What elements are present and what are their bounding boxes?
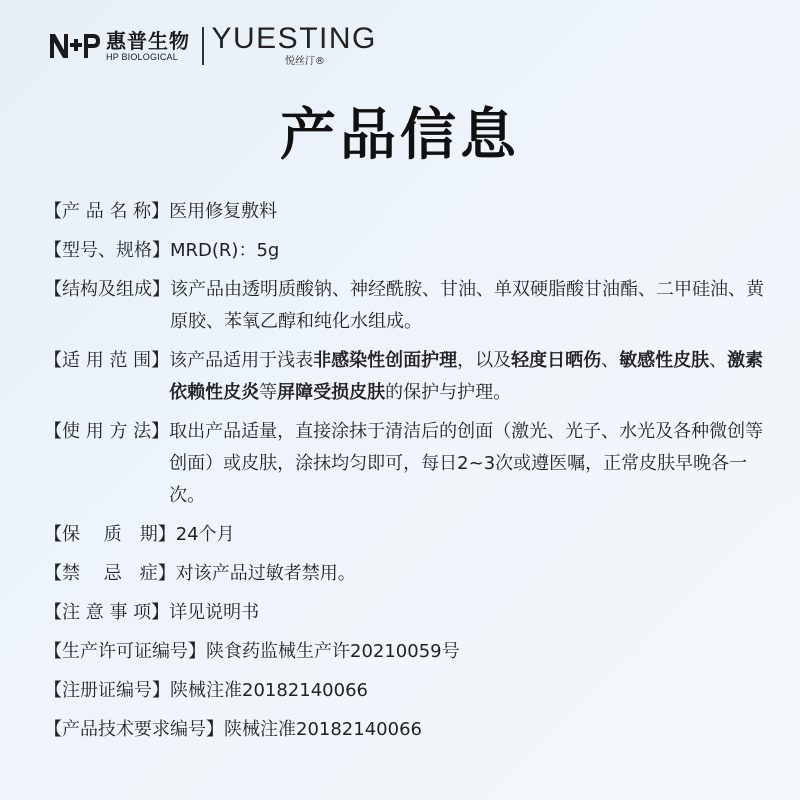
hp-logo-icon xyxy=(48,30,102,62)
brand-name-en: YUESTING xyxy=(211,22,377,55)
info-row xyxy=(44,675,764,707)
info-value: 该产品由透明质酸钠、神经酰胺、甘油、单双硬脂酸甘油酯、二甲硅油、黄原胶、苯氧乙醇和纯化水组成。 xyxy=(170,279,764,332)
info-value: 陕械注准20182140066 xyxy=(170,680,368,701)
info-value: 详见说明书 xyxy=(169,602,260,623)
info-row xyxy=(44,196,764,228)
info-label: 【生产许可证编号】 xyxy=(44,641,206,662)
page-title: 产品信息 xyxy=(280,103,520,168)
info-label: 【型号、规格】 xyxy=(44,240,170,261)
brand-logo xyxy=(212,24,377,68)
emphasis-text: 轻度日晒伤 xyxy=(511,350,602,371)
info-value: MRD(R)：5g xyxy=(170,240,280,261)
company-name-cn: 惠普生物 xyxy=(106,29,190,53)
info-row xyxy=(44,714,764,746)
header xyxy=(48,24,377,68)
text-segment: 、 xyxy=(601,350,620,371)
info-row xyxy=(44,636,764,668)
info-label: 【结构及组成】 xyxy=(44,279,170,300)
info-label: 【使 用 方 法】 xyxy=(44,421,170,442)
info-value xyxy=(169,345,764,409)
info-value: 对该产品过敏者禁用。 xyxy=(175,563,356,584)
text-segment: 的保护与护理。 xyxy=(385,382,512,403)
info-row xyxy=(44,274,764,338)
product-info-list xyxy=(44,196,764,753)
emphasis-text: 敏感性皮肤 xyxy=(619,350,710,371)
info-value: 陕械注准20182140066 xyxy=(224,719,422,740)
info-row xyxy=(44,416,764,512)
info-label: 【禁 忌 症】 xyxy=(44,563,176,584)
info-label: 【注 意 事 项】 xyxy=(44,602,170,623)
info-row xyxy=(44,519,764,551)
info-value: 取出产品适量，直接涂抹于清洁后的创面（激光、光子、水光及各种微创等创面）或皮肤，涂抹均匀即可，每日2~3次或遵医嘱，正常皮肤早晚各一次。 xyxy=(169,421,764,506)
info-value: 医用修复敷料 xyxy=(169,201,278,222)
info-row xyxy=(44,558,764,590)
emphasis-text: 非感染性创面护理 xyxy=(313,350,458,371)
header-divider xyxy=(202,27,204,65)
info-label: 【适 用 范 围】 xyxy=(44,350,170,371)
text-segment: 等 xyxy=(259,382,278,403)
info-label: 【注册证编号】 xyxy=(44,680,170,701)
info-label: 【保 质 期】 xyxy=(44,524,176,545)
company-name-en: HP BIOLOGICAL xyxy=(106,52,178,62)
emphasis-text: 激素依赖性皮炎 xyxy=(169,350,764,403)
text-segment: 、 xyxy=(709,350,728,371)
info-row xyxy=(44,597,764,629)
company-logo-text xyxy=(106,30,190,62)
emphasis-text: 屏障受损皮肤 xyxy=(277,382,386,403)
info-value: 24个月 xyxy=(175,524,235,545)
info-label: 【产 品 名 称】 xyxy=(44,201,170,222)
info-label: 【产品技术要求编号】 xyxy=(44,719,224,740)
info-row xyxy=(44,235,764,267)
info-value: 陕食药监械生产许20210059号 xyxy=(206,641,460,662)
info-row xyxy=(44,345,764,409)
text-segment: 该产品适用于浅表 xyxy=(169,350,314,371)
brand-name-cn: 悦丝汀® xyxy=(284,56,325,67)
text-segment: ，以及 xyxy=(457,350,512,371)
